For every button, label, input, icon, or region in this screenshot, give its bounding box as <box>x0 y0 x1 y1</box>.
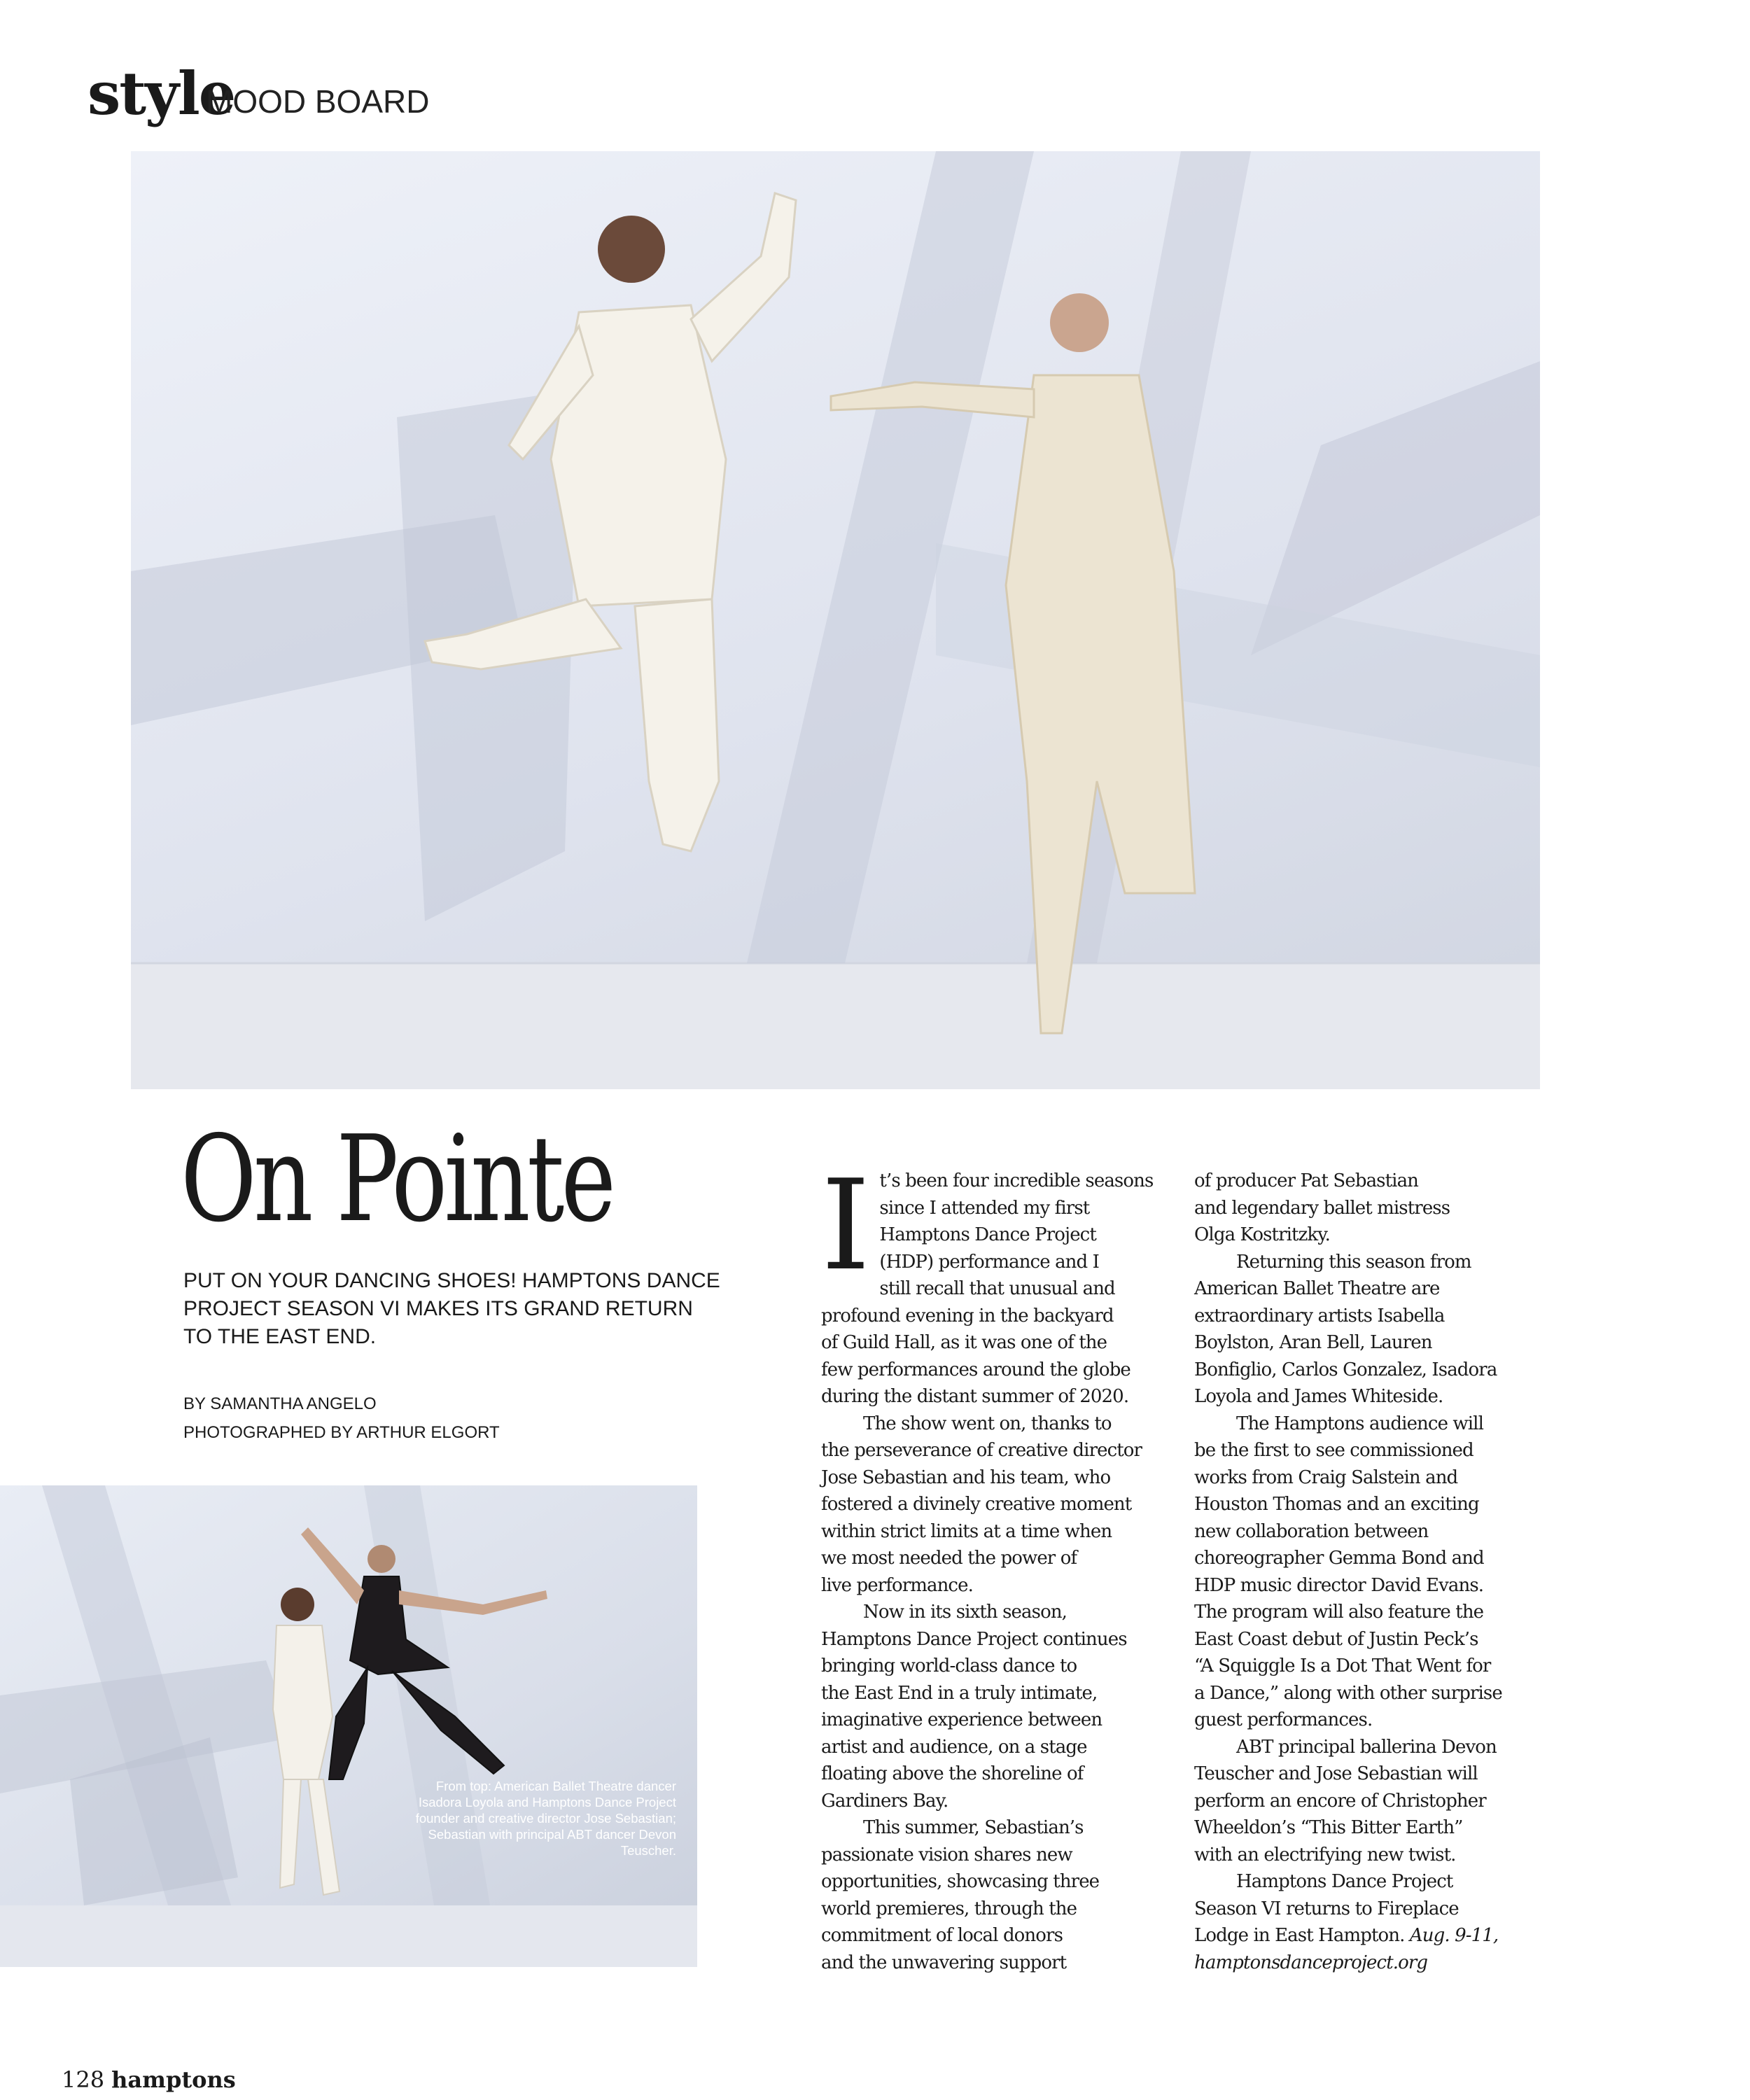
body-column-1 <box>821 1153 1171 1976</box>
page-number: 128 <box>62 2066 105 2093</box>
body-line: choreographer Gemma Bond and <box>1194 1548 1484 1569</box>
body-line: Hamptons Dance Project <box>1236 1871 1453 1892</box>
hero-photo-illustration <box>131 151 1540 1089</box>
body-line: guest performances. <box>1194 1709 1373 1730</box>
author-byline: BY SAMANTHA ANGELO <box>183 1394 377 1413</box>
section-sublabel: MOOD BOARD <box>206 83 430 120</box>
photo-caption: From top: American Ballet Theatre dancer Isadora Loyola and Hamptons Dance Project founder and creative director Jose Sebastian; Sebastian with principal ABT dancer Devon Teuscher. <box>415 1779 676 1858</box>
body-line: fostered a divinely creative moment <box>821 1494 1132 1515</box>
body-line: t’s been four incredible seasons <box>879 1170 1154 1191</box>
body-line: Loyola and James Whiteside. <box>1194 1386 1443 1407</box>
article-title: On Pointe <box>181 1110 613 1249</box>
body-line: works from Craig Salstein and <box>1194 1466 1458 1488</box>
body-line: “A Squiggle Is a Dot That Went for <box>1194 1656 1491 1676</box>
article-dek: PUT ON YOUR DANCING SHOES! HAMPTONS DANCE PROJECT SEASON VI MAKES ITS GRAND RETURN TO THE EAST END. <box>183 1269 720 1348</box>
body-line <box>1194 1949 1544 1977</box>
event-dates: Aug. 9-11, <box>1409 1925 1499 1946</box>
hero-photo <box>131 151 1540 1089</box>
byline-block <box>183 1390 500 1447</box>
secondary-photo-illustration <box>0 1485 697 1967</box>
body-line: a Dance,” along with other surprise <box>1194 1682 1502 1704</box>
body-line: profound evening in the backyard <box>821 1305 1114 1326</box>
body-line: imaginative experience between <box>821 1709 1102 1730</box>
body-line: American Ballet Theatre are <box>1194 1278 1440 1299</box>
body-line: we most needed the power of <box>821 1548 1077 1569</box>
body-line: (HDP) performance and I <box>879 1251 1099 1273</box>
body-line: during the distant summer of 2020. <box>821 1386 1129 1407</box>
body-line: new collaboration between <box>1194 1520 1429 1542</box>
body-line: opportunities, showcasing three <box>821 1871 1100 1892</box>
body-line: and the unwavering support <box>821 1952 1067 1973</box>
body-line: few performances around the globe <box>821 1359 1130 1380</box>
body-line: still recall that unusual and <box>879 1278 1115 1299</box>
drop-cap: I <box>821 1153 870 1298</box>
body-line: Houston Thomas and an exciting <box>1194 1494 1479 1515</box>
page-folio <box>62 2068 236 2091</box>
body-line: Hamptons Dance Project continues <box>821 1628 1127 1650</box>
body-line: ABT principal ballerina Devon <box>1236 1736 1497 1758</box>
body-line: commitment of local donors <box>821 1925 1063 1946</box>
body-line: Returning this season from <box>1236 1251 1471 1273</box>
website-link[interactable]: hamptonsdanceproject.org <box>1194 1952 1428 1973</box>
body-line: The program will also feature the <box>1194 1602 1484 1623</box>
body-line: Wheeldon’s “This Bitter Earth” <box>1194 1817 1463 1838</box>
secondary-photo <box>0 1485 697 1967</box>
section-label: style <box>88 59 235 128</box>
body-line: world premieres, through the <box>821 1898 1077 1919</box>
body-line: since I attended my first <box>879 1197 1090 1219</box>
photo-credit: PHOTOGRAPHED BY ARTHUR ELGORT <box>183 1423 500 1442</box>
body-line: and legendary ballet mistress <box>1194 1197 1450 1219</box>
body-line: Hamptons Dance Project <box>879 1224 1096 1245</box>
body-line: perform an encore of Christopher <box>1194 1790 1486 1812</box>
body-line <box>1194 1922 1544 1949</box>
body-line: Gardiners Bay. <box>821 1790 948 1812</box>
body-line: Now in its sixth season, <box>863 1602 1068 1623</box>
body-line: artist and audience, on a stage <box>821 1736 1087 1758</box>
body-line: with an electrifying new twist. <box>1194 1844 1456 1865</box>
body-line: Olga Kostritzky. <box>1194 1224 1330 1245</box>
body-line: bringing world-class dance to <box>821 1656 1077 1676</box>
body-line: passionate vision shares new <box>821 1844 1072 1865</box>
body-line: Teuscher and Jose Sebastian will <box>1194 1763 1478 1784</box>
body-line: East Coast debut of Justin Peck’s <box>1194 1628 1478 1650</box>
body-column-2 <box>1194 1168 1544 1976</box>
body-line: be the first to see commissioned <box>1194 1440 1474 1461</box>
body-line: live performance. <box>821 1574 973 1596</box>
body-line: floating above the shoreline of <box>821 1763 1084 1784</box>
body-line: within strict limits at a time when <box>821 1520 1112 1542</box>
body-line: The show went on, thanks to <box>863 1413 1112 1434</box>
body-line: Jose Sebastian and his team, who <box>821 1466 1111 1488</box>
body-line: Bonfiglio, Carlos Gonzalez, Isadora <box>1194 1359 1497 1380</box>
body-line: Boylston, Aran Bell, Lauren <box>1194 1332 1432 1353</box>
body-line: Season VI returns to Fireplace <box>1194 1898 1459 1919</box>
body-line: of Guild Hall, as it was one of the <box>821 1332 1107 1353</box>
body-line: extraordinary artists Isabella <box>1194 1305 1445 1326</box>
body-line: of producer Pat Sebastian <box>1194 1170 1419 1191</box>
body-line: the perseverance of creative director <box>821 1440 1142 1461</box>
body-line: HDP music director David Evans. <box>1194 1574 1484 1596</box>
body-line: This summer, Sebastian’s <box>863 1817 1084 1838</box>
body-line-text: Lodge in East Hampton. <box>1194 1925 1405 1946</box>
magazine-name: hamptons <box>111 2066 236 2093</box>
body-line: The Hamptons audience will <box>1236 1413 1484 1434</box>
body-line: the East End in a truly intimate, <box>821 1682 1098 1704</box>
